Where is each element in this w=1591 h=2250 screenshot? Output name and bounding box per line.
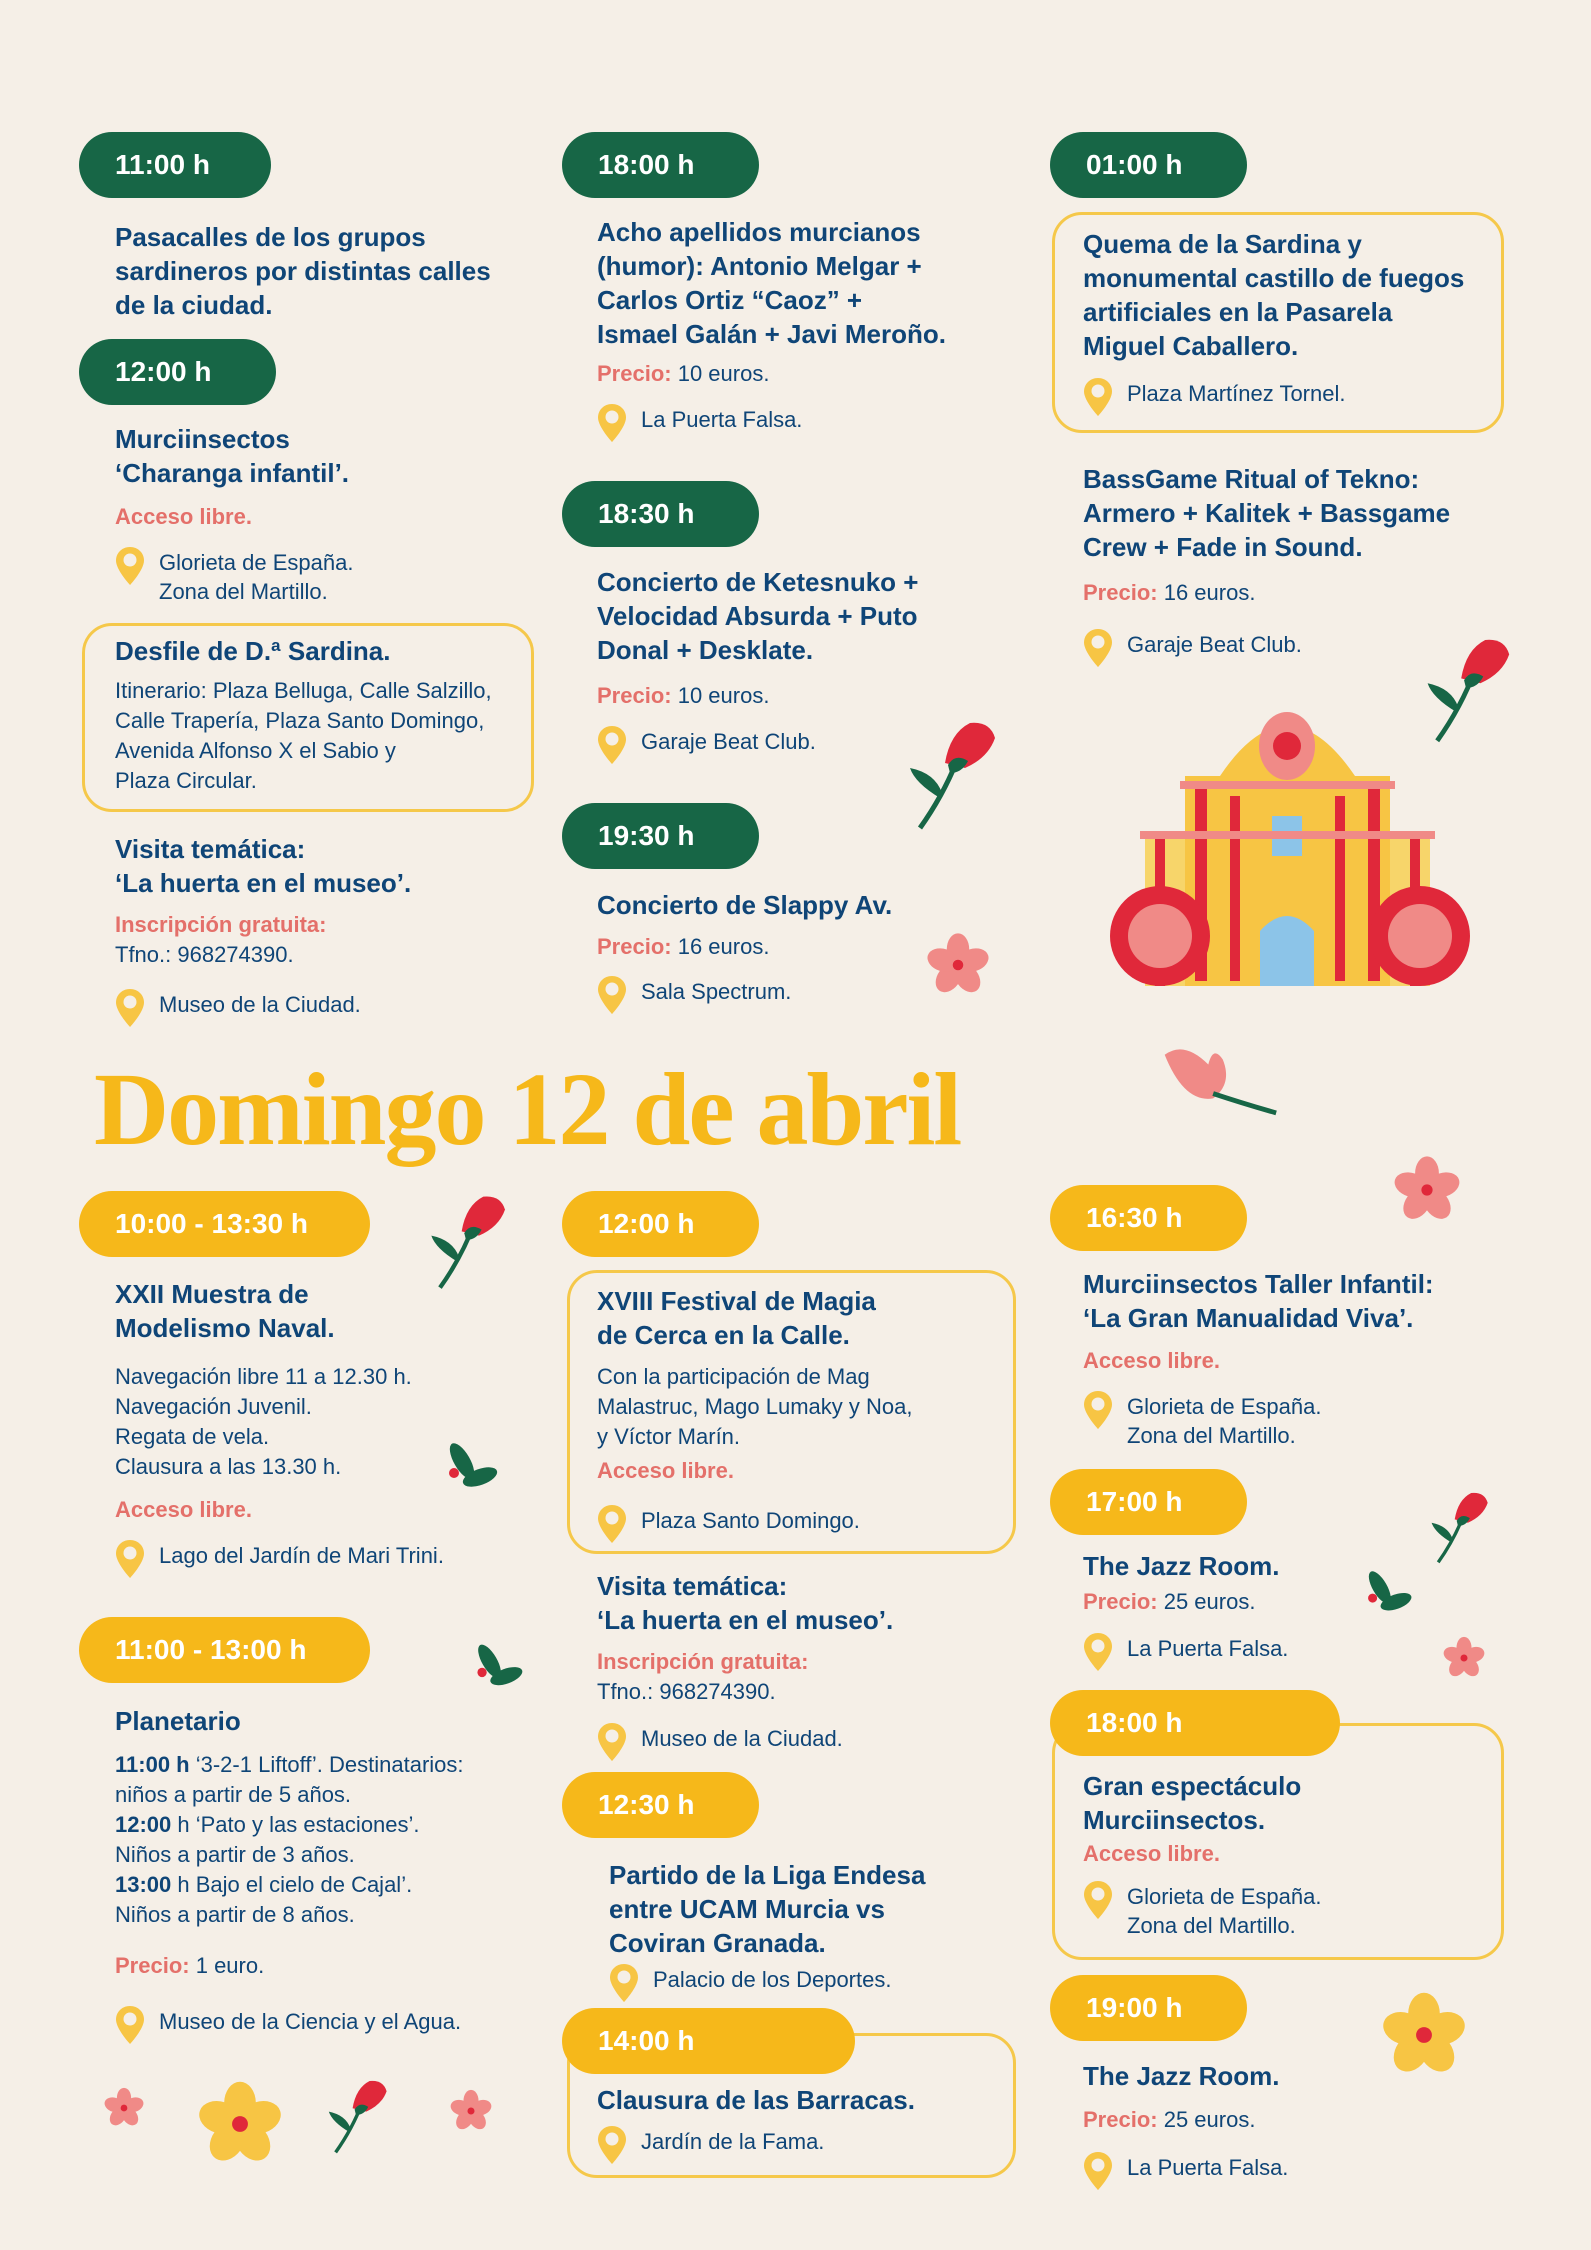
event-festival-magia: [597, 1284, 912, 1486]
time-pill: [1050, 1690, 1340, 1756]
price-label: Precio:: [1083, 2107, 1158, 2132]
location-pin-icon: [1083, 1390, 1113, 1430]
time-label: 10:00 - 13:30 h: [115, 1208, 308, 1239]
location-pin-icon: [1083, 2151, 1113, 2191]
leaves-icon: [440, 1439, 500, 1489]
location-text: Garaje Beat Club.: [1127, 632, 1302, 657]
event-title: Concierto de Ketesnuko + Velocidad Absurda + Puto Donal + Desklate.: [597, 567, 919, 665]
event-title: Clausura de las Barracas.: [597, 2085, 915, 2115]
event-description: Con la participación de Mag Malastruc, Mago Lumaky y Noa, y Víctor Marín.: [597, 1364, 913, 1449]
location-text: La Puerta Falsa.: [1127, 2155, 1289, 2180]
time-label: 14:00 h: [598, 2025, 695, 2056]
time-label: 18:30 h: [598, 498, 695, 529]
price: [1083, 2105, 1279, 2135]
event-jazz-room: [1083, 1549, 1279, 1617]
event-taller-infantil: [1083, 1267, 1434, 1376]
price-label: Precio:: [115, 1953, 190, 1978]
flower-icon: [196, 2080, 284, 2168]
time-label: 19:30 h: [598, 820, 695, 851]
event-title: The Jazz Room.: [1083, 2061, 1280, 2091]
event-title: Visita temática: ‘La huerta en el museo’.: [115, 834, 412, 898]
price-value: 10 euros.: [677, 361, 770, 386]
flower-icon: [103, 2087, 145, 2129]
price: [597, 932, 892, 962]
event-title: XXII Muestra de Modelismo Naval.: [115, 1279, 335, 1343]
event-title: Planetario: [115, 1706, 241, 1736]
event-title: Murciinsectos Taller Infantil: ‘La Gran Manualidad Viva’.: [1083, 1269, 1434, 1333]
location: [115, 990, 361, 1028]
location: [1083, 379, 1345, 417]
location-pin-icon: [597, 975, 627, 1015]
location-pin-icon: [115, 546, 145, 586]
access-label: Acceso libre.: [115, 504, 252, 529]
time-label: 11:00 h: [115, 149, 210, 180]
carnation-icon: [900, 712, 1000, 834]
event-acho-apellidos: [597, 215, 946, 389]
event-quema-sardina: [1083, 227, 1464, 363]
location: [1083, 1634, 1288, 1672]
price-label: Precio:: [1083, 580, 1158, 605]
location-text: Plaza Santo Domingo.: [641, 1508, 860, 1533]
access-label: Acceso libre.: [115, 1497, 252, 1522]
event-title: Acho apellidos murcianos (humor): Antonio Melgar + Carlos Ortiz “Caoz” + Ismael Galán + Javi Meroño.: [597, 217, 946, 349]
price: [1083, 578, 1450, 608]
time-label: 12:00 h: [598, 1208, 695, 1239]
event-pasacalles: [115, 220, 491, 322]
carnation-icon: [1418, 627, 1514, 749]
location-pin-icon: [115, 1539, 145, 1579]
event-description: Navegación libre 11 a 12.30 h. Navegación Juvenil. Regata de vela. Clausura a las 13.30 h.: [115, 1364, 412, 1479]
location-text: Glorieta de España. Zona del Martillo.: [159, 550, 354, 604]
time-pill: [79, 339, 276, 405]
event-clausura-barracas: [597, 2083, 915, 2117]
event-title: Desfile de D.ª Sardina.: [115, 636, 391, 666]
event-visita-tematica: [597, 1569, 893, 1707]
location-text: La Puerta Falsa.: [641, 407, 803, 432]
flower-icon: [449, 2089, 493, 2133]
event-muestra-modelismo: [115, 1277, 412, 1525]
registration-label: Inscripción gratuita:: [115, 912, 327, 937]
price-label: Precio:: [1083, 1589, 1158, 1614]
location: [115, 2007, 461, 2045]
event-title: Gran espectáculo Murciinsectos.: [1083, 1771, 1302, 1835]
flower-icon: [925, 932, 991, 998]
access-label: Acceso libre.: [597, 1458, 734, 1483]
location: [597, 405, 802, 443]
location-text: Sala Spectrum.: [641, 979, 792, 1004]
event-concierto-slappy: [597, 888, 892, 962]
time-pill: [562, 2008, 855, 2074]
event-jazz-room: [1083, 2059, 1279, 2135]
time-label: 19:00 h: [1086, 1992, 1183, 2023]
event-title: The Jazz Room.: [1083, 1551, 1280, 1581]
time-label: 11:00 - 13:00 h: [115, 1634, 307, 1665]
time-label: 18:00 h: [1086, 1707, 1183, 1738]
event-concierto-ketesnuko: [597, 565, 918, 711]
location: [115, 1541, 444, 1579]
event-description: Itinerario: Plaza Belluga, Calle Salzillo, Calle Trapería, Plaza Santo Domingo, Avenida Alfonso X el Sabio y Plaza Circular.: [115, 678, 492, 793]
location: [1083, 1882, 1321, 1940]
time-pill: [1050, 1469, 1247, 1535]
session: [115, 1750, 464, 1810]
price-value: 10 euros.: [677, 683, 770, 708]
session-text: ‘3-2-1 Liftoff’. Destinatarios: niños a partir de 5 años.: [115, 1752, 464, 1807]
session-time: 11:00 h: [115, 1752, 190, 1777]
price: [1083, 1587, 1279, 1617]
location: [609, 1965, 891, 2003]
time-label: 16:30 h: [1086, 1202, 1183, 1233]
session: [115, 1810, 464, 1870]
time-pill: [562, 481, 759, 547]
location-pin-icon: [1083, 628, 1113, 668]
access-label: Acceso libre.: [1083, 1841, 1220, 1866]
price-value: 16 euros.: [1163, 580, 1256, 605]
location-text: Jardín de la Fama.: [641, 2129, 825, 2154]
price-label: Precio:: [597, 361, 672, 386]
time-pill: [1050, 1185, 1247, 1251]
event-title: Visita temática: ‘La huerta en el museo’.: [597, 1571, 894, 1635]
time-pill: [79, 1617, 370, 1683]
location-pin-icon: [115, 988, 145, 1028]
time-pill: [562, 1772, 759, 1838]
location: [115, 548, 353, 606]
location-pin-icon: [1083, 377, 1113, 417]
location: [597, 1506, 860, 1544]
event-desfile: [115, 634, 492, 796]
price-value: 1 euro.: [195, 1953, 265, 1978]
location: [1083, 1392, 1321, 1450]
event-partido-liga: [609, 1858, 925, 1960]
location: [597, 2127, 824, 2165]
location-text: La Puerta Falsa.: [1127, 1636, 1289, 1661]
session-time: 12:00: [115, 1812, 172, 1837]
event-title: Pasacalles de los grupos sardineros por distintas calles de la ciudad.: [115, 222, 491, 320]
location-pin-icon: [1083, 1880, 1113, 1920]
location-pin-icon: [597, 1504, 627, 1544]
location-pin-icon: [597, 403, 627, 443]
event-title: XVIII Festival de Magia de Cerca en la Calle.: [597, 1286, 876, 1350]
time-label: 12:00 h: [115, 356, 212, 387]
event-bassgame: [1083, 462, 1450, 608]
location: [1083, 630, 1302, 668]
event-planetario: [115, 1704, 464, 1981]
flower-icon: [1442, 1636, 1486, 1680]
location-pin-icon: [597, 2125, 627, 2165]
access-label: Acceso libre.: [1083, 1348, 1220, 1373]
location-text: Glorieta de España. Zona del Martillo.: [1127, 1884, 1322, 1938]
leaves-icon: [1360, 1561, 1414, 1619]
session: [115, 1870, 464, 1930]
location-pin-icon: [597, 725, 627, 765]
flower-icon: [1380, 1991, 1468, 2079]
price-value: 25 euros.: [1163, 1589, 1256, 1614]
time-pill: [562, 1191, 759, 1257]
location: [1083, 2153, 1288, 2191]
location-pin-icon: [609, 1963, 639, 2003]
session-text: h Bajo el cielo de Cajal’. Niños a partir de 8 años.: [115, 1872, 413, 1927]
session-text: h ‘Pato y las estaciones’. Niños a partir de 3 años.: [115, 1812, 420, 1867]
time-pill: [1050, 132, 1247, 198]
location-pin-icon: [1083, 1632, 1113, 1672]
location: [597, 727, 816, 765]
event-title: Concierto de Slappy Av.: [597, 890, 893, 920]
phone: Tfno.: 968274390.: [597, 1679, 776, 1704]
phone: Tfno.: 968274390.: [115, 942, 294, 967]
carnation-icon: [1425, 1485, 1491, 1567]
time-label: 17:00 h: [1086, 1486, 1183, 1517]
location: [597, 977, 791, 1015]
event-murciinsectos-charanga: [115, 422, 349, 532]
leaves-icon: [469, 1636, 525, 1692]
time-pill: [562, 132, 759, 198]
lily-icon: [1155, 1039, 1281, 1119]
price-value: 25 euros.: [1163, 2107, 1256, 2132]
event-visita-tematica: [115, 832, 411, 970]
event-title: Murciinsectos ‘Charanga infantil’.: [115, 424, 350, 488]
day-heading: Domingo 12 de abril: [94, 1052, 961, 1167]
time-pill: [79, 1191, 370, 1257]
location: [597, 1724, 843, 1762]
location-text: Museo de la Ciudad.: [159, 992, 361, 1017]
event-title: Quema de la Sardina y monumental castillo de fuegos artificiales en la Pasarela Miguel Caballero.: [1083, 229, 1465, 361]
carnation-icon: [412, 1188, 520, 1292]
location-text: Glorieta de España. Zona del Martillo.: [1127, 1394, 1322, 1448]
flower-icon: [1392, 1155, 1462, 1225]
carnation-icon: [322, 2073, 390, 2157]
time-label: 18:00 h: [598, 149, 695, 180]
time-pill: [79, 132, 271, 198]
event-title: BassGame Ritual of Tekno: Armero + Kalitek + Bassgame Crew + Fade in Sound.: [1083, 464, 1451, 562]
event-gran-espectaculo: [1083, 1769, 1301, 1869]
location-text: Museo de la Ciencia y el Agua.: [159, 2009, 462, 2034]
event-title: Partido de la Liga Endesa entre UCAM Murcia vs Coviran Granada.: [609, 1860, 926, 1958]
registration-label: Inscripción gratuita:: [597, 1649, 809, 1674]
time-pill: [1050, 1975, 1247, 2041]
location-pin-icon: [115, 2005, 145, 2045]
location-pin-icon: [597, 1722, 627, 1762]
location-text: Plaza Martínez Tornel.: [1127, 381, 1346, 406]
time-pill: [562, 803, 759, 869]
location-text: Museo de la Ciudad.: [641, 1726, 843, 1751]
price: [597, 681, 918, 711]
session-time: 13:00: [115, 1872, 172, 1897]
location-text: Lago del Jardín de Mari Trini.: [159, 1543, 444, 1568]
price: [597, 359, 946, 389]
time-label: 01:00 h: [1086, 149, 1183, 180]
price: [115, 1951, 464, 1981]
time-label: 12:30 h: [598, 1789, 695, 1820]
location-text: Garaje Beat Club.: [641, 729, 816, 754]
price-label: Precio:: [597, 683, 672, 708]
price-value: 16 euros.: [677, 934, 770, 959]
location-text: Palacio de los Deportes.: [653, 1967, 892, 1992]
price-label: Precio:: [597, 934, 672, 959]
